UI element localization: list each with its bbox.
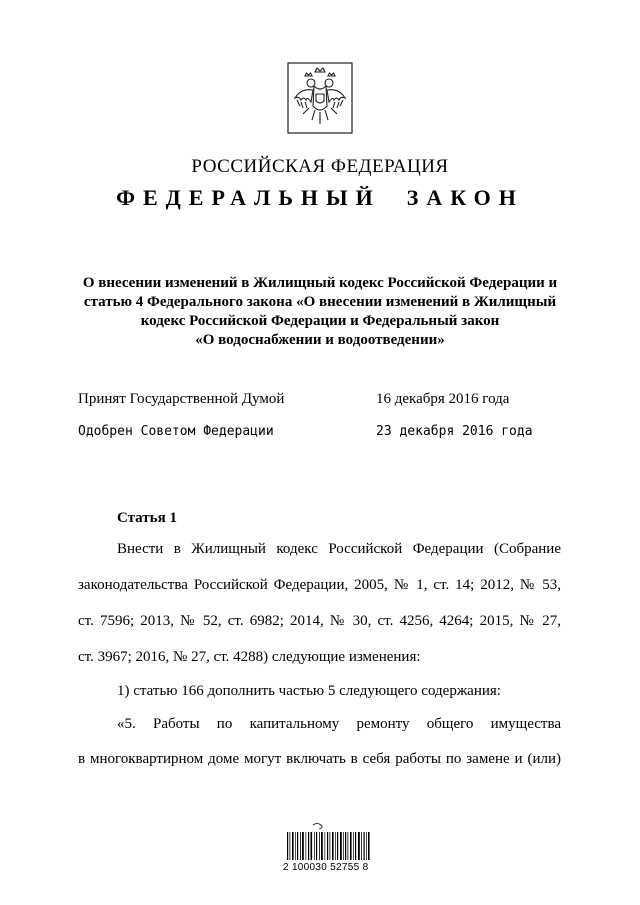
council-approval-date: 23 декабря 2016 года — [376, 424, 533, 439]
country-name: РОССИЙСКАЯ ФЕДЕРАЦИЯ — [191, 156, 449, 177]
document-type-word-2: ЗАКОН — [406, 185, 524, 210]
article-heading: Статья 1 — [117, 510, 177, 526]
article-line: Внести в Жилищный кодекс Российской Федерации (Собрание — [117, 541, 561, 557]
article-line: «5. Работы по капитальному ремонту общего имущества — [117, 716, 561, 732]
law-title-line: О внесении изменений в Жилищный кодекс Российской Федерации и — [82, 275, 558, 291]
article-line: ст. 3967; 2016, № 27, ст. 4288) следующие изменения: — [78, 649, 421, 665]
law-title-line: кодекс Российской Федерации и Федеральный закон — [140, 313, 500, 329]
article-line: 1) статью 166 дополнить частью 5 следующего содержания: — [117, 683, 501, 699]
duma-adoption-date: 16 декабря 2016 года — [376, 391, 510, 407]
council-approval-label: Одобрен Советом Федерации — [78, 424, 274, 439]
document-type — [0, 185, 640, 211]
law-title-line: «О водоснабжении и водоотведении» — [195, 332, 445, 348]
duma-adoption-label: Принят Государственной Думой — [78, 391, 285, 407]
barcode-icon — [285, 822, 375, 886]
barcode-number: 2 100030 52755 8 — [283, 862, 369, 873]
article-line: ст. 7596; 2013, № 52, ст. 6982; 2014, № 30, ст. 4256, 4264; 2015, № 27, — [78, 613, 561, 629]
russian-coat-of-arms-icon — [287, 62, 353, 134]
article-line: в многоквартирном доме могут включать в себя работы по замене и (или) — [78, 751, 561, 767]
law-title — [60, 274, 580, 350]
law-title-line: статью 4 Федерального закона «О внесении изменений в Жилищный — [83, 294, 557, 310]
article-line: законодательства Российской Федерации, 2005, № 1, ст. 14; 2012, № 53, — [78, 577, 561, 593]
document-type-word-1: ФЕДЕРАЛЬНЫЙ — [116, 185, 381, 210]
